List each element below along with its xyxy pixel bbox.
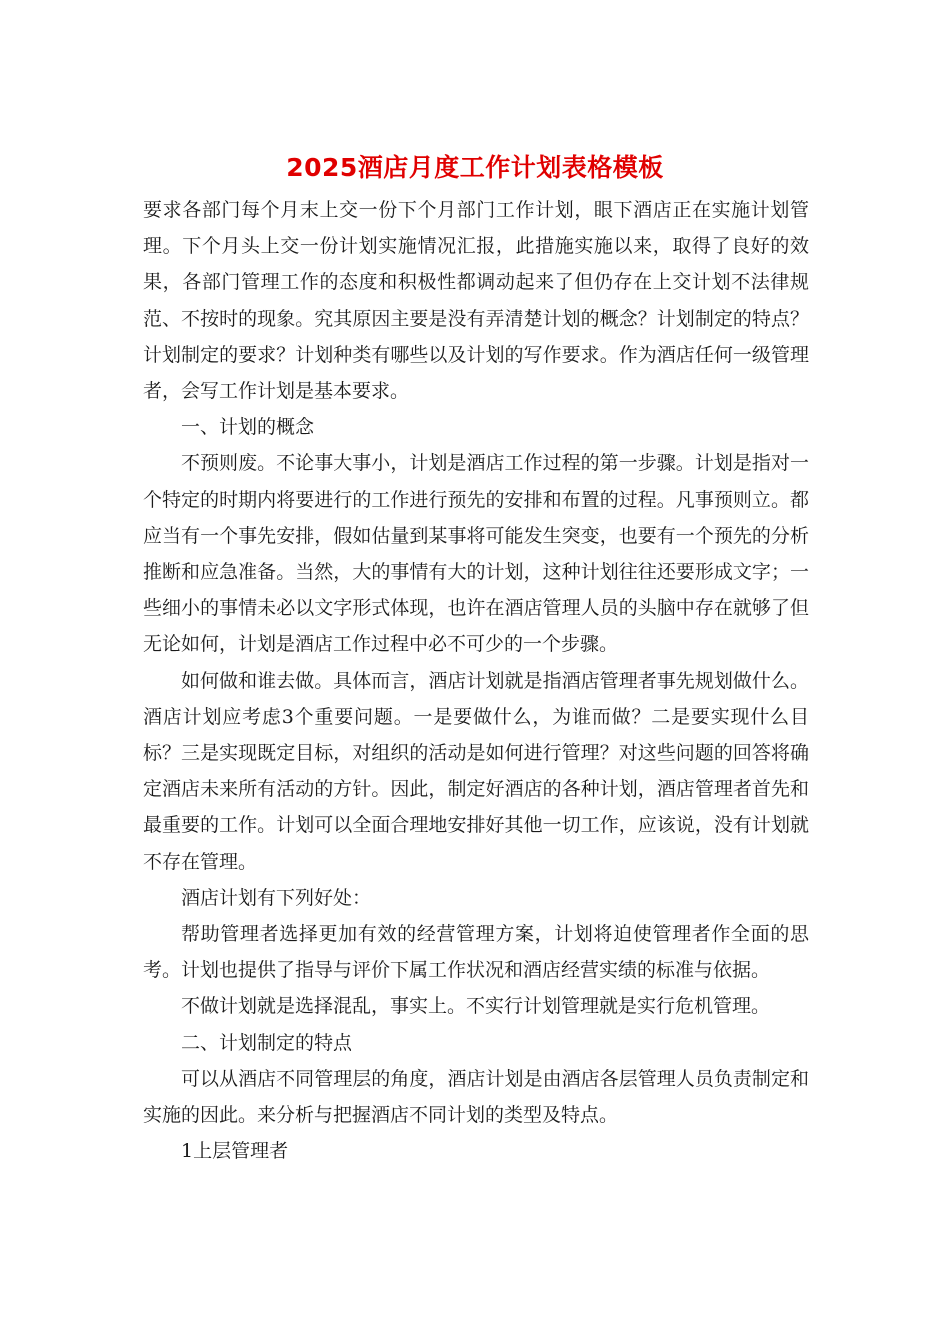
paragraph-benefits-intro: 酒店计划有下列好处： [181, 886, 372, 909]
paragraph-how-who: 如何做和谁去做。具体而言，酒店计划就是指酒店管理者事先规划做什么。酒店计划应考虑3个重要问题。一是要做什么，为谁而做？二是要实现什么目标？三是实现既定目标，对组织的活动是如何进行管理？对这些问题的回答将确定酒店未来所有活动的方针。因此，制定好酒店的各种计划，酒店管理者首先和最重要的工作。计划可以全面合理地安排好其他一切工作，应该说，没有计划就不存在管理。 [143, 669, 809, 873]
section-heading-features: 二、计划制定的特点 [181, 1031, 353, 1054]
paragraph-concept: 不预则废。不论事大事小，计划是酒店工作过程的第一步骤。计划是指对一个特定的时期内将要进行的工作进行预先的安排和布置的过程。凡事预则立。都应当有一个事先安排，假如估量到某事将可能发生突变，也要有一个预先的分析推断和应急准备。当然，大的事情有大的计划，这种计划往往还要形成文字；一些细小的事情未必以文字形式体现，也许在酒店管理人员的头脑中存在就够了但无论如何，计划是酒店工作过程中必不可少的一个步骤。 [143, 452, 809, 656]
document-title: 2025酒店月度工作计划表格模板 [286, 153, 664, 182]
paragraph-benefit-2: 不做计划就是选择混乱，事实上。不实行计划管理就是实行危机管理。 [181, 995, 771, 1018]
document-body [143, 192, 809, 1169]
section-heading-concept: 一、计划的概念 [181, 416, 315, 439]
paragraph-features: 可以从酒店不同管理层的角度，酒店计划是由酒店各层管理人员负责制定和实施的因此。来分析与把握酒店不同计划的类型及特点。 [143, 1067, 809, 1127]
paragraph-intro: 要求各部门每个月末上交一份下个月部门工作计划，眼下酒店正在实施计划管理。下个月头上交一份计划实施情况汇报，此措施实施以来，取得了良好的效果，各部门管理工作的态度和积极性都调动起来了但仍存在上交计划不法律规范、不按时的现象。究其原因主要是没有弄清楚计划的概念？计划制定的特点？计划制定的要求？计划种类有哪些以及计划的写作要求。作为酒店任何一级管理者，会写工作计划是基本要求。 [143, 199, 809, 403]
paragraph-benefit-1: 帮助管理者选择更加有效的经营管理方案，计划将迫使管理者作全面的思考。计划也提供了指导与评价下属工作状况和酒店经营实绩的标准与依据。 [143, 923, 809, 982]
subsection-heading-upper-management: 1上层管理者 [181, 1140, 289, 1163]
